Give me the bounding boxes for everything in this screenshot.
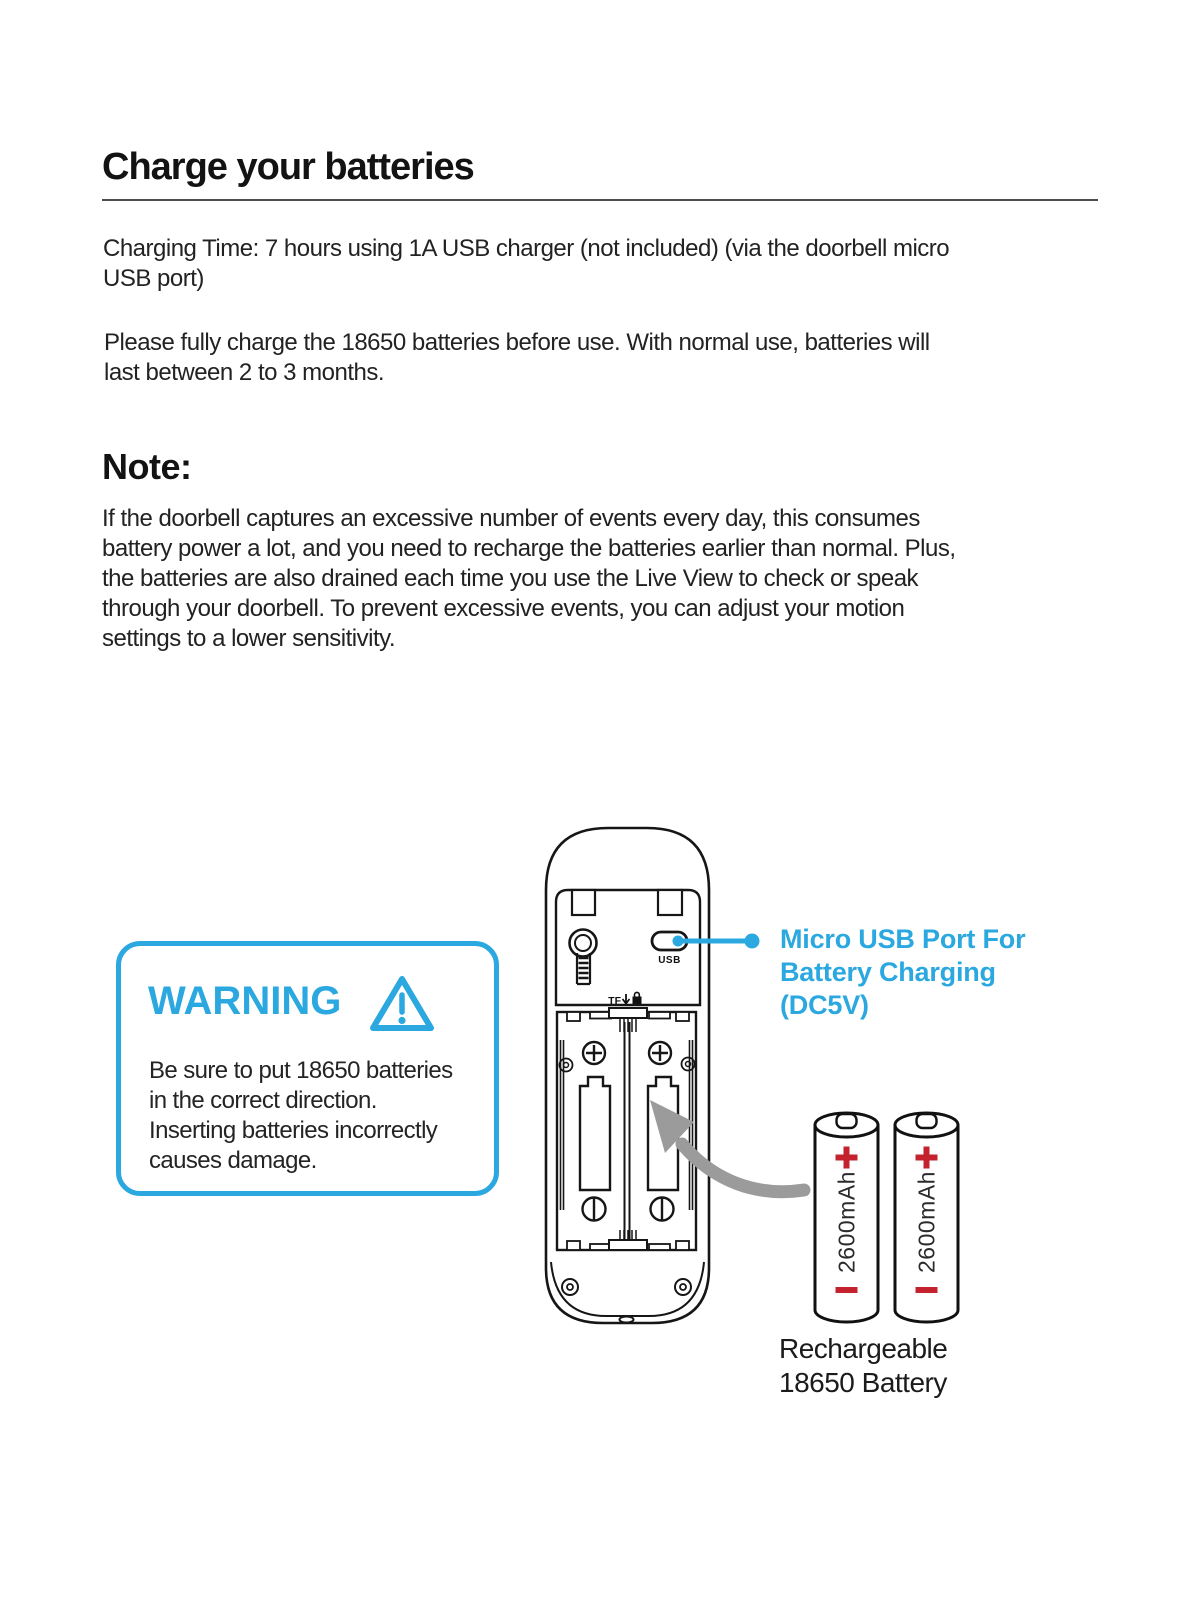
positive-terminal	[837, 1114, 857, 1128]
usb-callout-line: Micro USB Port For	[780, 924, 1026, 954]
battery-capacity: 2600mAh	[913, 1171, 940, 1273]
warning-line: in the correct direction.	[149, 1087, 377, 1114]
warning-title-row	[148, 968, 437, 1034]
battery-illustration-1	[815, 1113, 878, 1322]
warning-body	[149, 1056, 453, 1176]
minus-symbol	[836, 1287, 858, 1293]
note-paragraph	[102, 504, 956, 654]
page-title: Charge your batteries	[102, 146, 474, 188]
charging-time-paragraph	[103, 234, 949, 294]
note-heading: Note:	[102, 446, 192, 487]
caption-line: Rechargeable	[779, 1333, 948, 1364]
usb-callout-line: (DC5V)	[780, 990, 869, 1020]
caption-line: 18650 Battery	[779, 1367, 947, 1398]
warning-callout-box	[116, 941, 499, 1196]
paragraph-line: through your doorbell. To prevent excessive events, you can adjust your motion	[102, 595, 905, 622]
paragraph-line: If the doorbell captures an excessive number of events every day, this consumes	[102, 505, 920, 532]
battery-illustration-2	[895, 1113, 958, 1322]
paragraph-line: USB port)	[103, 265, 204, 292]
positive-terminal	[917, 1114, 937, 1128]
paragraph-line: Please fully charge the 18650 batteries before use. With normal use, batteries will	[104, 329, 930, 356]
paragraph-line: last between 2 to 3 months.	[104, 359, 385, 386]
battery-caption	[779, 1332, 947, 1400]
battery-capacity: 2600mAh	[833, 1171, 860, 1273]
paragraph-line: the batteries are also drained each time you use the Live View to check or speak	[102, 565, 919, 592]
usb-callout-label	[780, 923, 1025, 1022]
paragraph-line: Charging Time: 7 hours using 1A USB charger (not included) (via the doorbell micro	[103, 235, 950, 262]
warning-line: Inserting batteries incorrectly	[149, 1117, 438, 1144]
minus-symbol	[916, 1287, 938, 1293]
paragraph-line: settings to a lower sensitivity.	[102, 625, 396, 652]
paragraph-line: battery power a lot, and you need to recharge the batteries earlier than normal. Plus,	[102, 535, 956, 562]
usb-callout-line: Battery Charging	[780, 957, 996, 987]
tf-text: TF	[608, 995, 621, 1007]
usb-port-label: USB	[658, 955, 681, 966]
warning-title: WARNING	[148, 978, 342, 1023]
full-charge-paragraph	[104, 328, 930, 388]
title-underline	[102, 199, 1098, 201]
warning-line: Be sure to put 18650 batteries	[149, 1057, 453, 1084]
warning-line: causes damage.	[149, 1147, 317, 1174]
warning-triangle-icon	[367, 972, 437, 1034]
